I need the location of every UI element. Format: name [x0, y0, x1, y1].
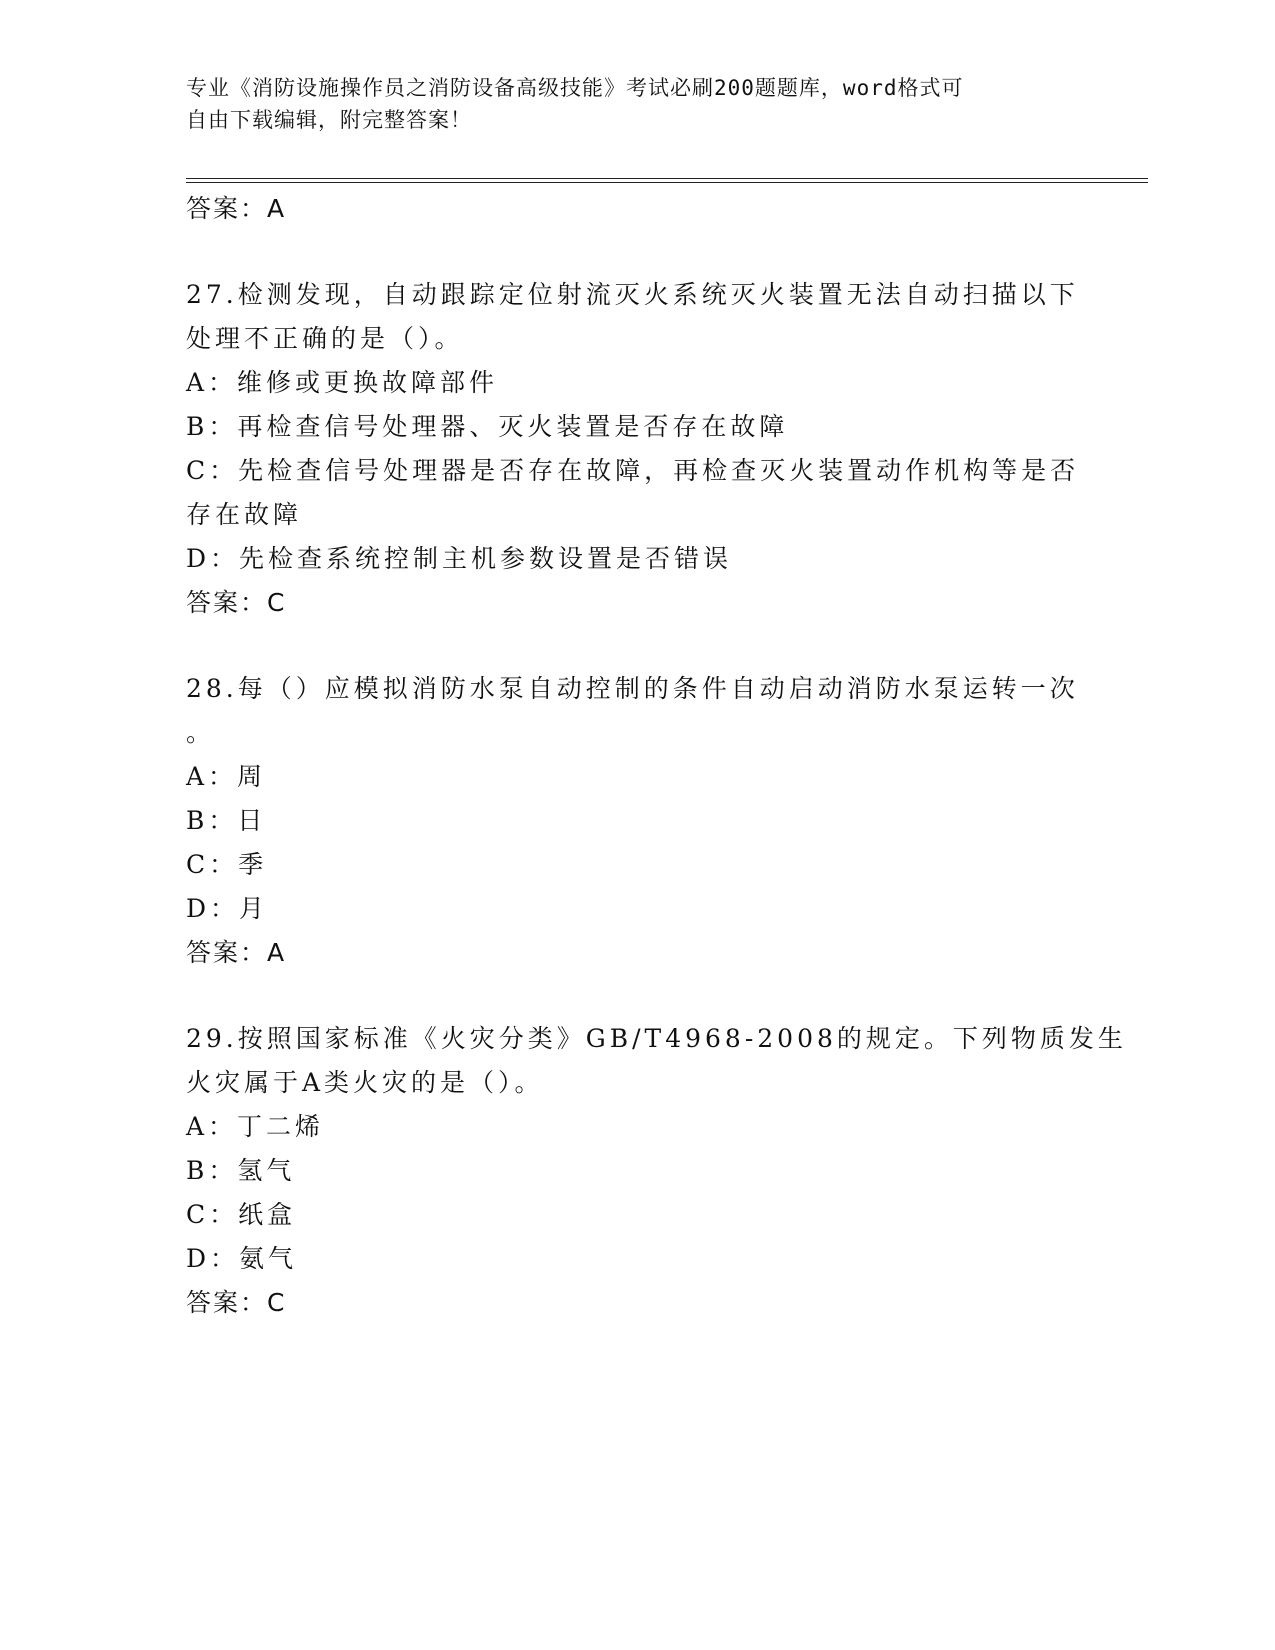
question-28-option-a: A：周 — [186, 762, 267, 791]
question-27-stem-line-2: 处理不正确的是（）。 — [186, 324, 464, 353]
question-27-answer: 答案：C — [186, 588, 287, 617]
header-rule-top — [186, 178, 1148, 179]
answer-prev: 答案：A — [186, 194, 287, 223]
question-28-stem-line-2: 。 — [186, 718, 216, 747]
question-28-answer: 答案：A — [186, 938, 287, 967]
question-29-stem-line-1: 29.按照国家标准《火灾分类》GB/T4968-2008的规定。下列物质发生 — [186, 1024, 1127, 1053]
header-line-2: 自由下载编辑，附完整答案！ — [186, 108, 472, 132]
question-27-option-a: A：维修或更换故障部件 — [186, 368, 499, 397]
header-line-1: 专业《消防设施操作员之消防设备高级技能》考试必刷200题题库，word格式可 — [186, 76, 964, 100]
question-28-option-b: B：日 — [186, 806, 267, 835]
question-29-option-d: D：氨气 — [186, 1244, 298, 1273]
question-29-option-c: C：纸盒 — [186, 1200, 297, 1229]
question-28-option-c: C：季 — [186, 850, 268, 879]
document-header — [186, 72, 1086, 136]
question-27-option-d: D：先检查系统控制主机参数设置是否错误 — [186, 544, 733, 573]
question-28-stem-line-1: 28.每（）应模拟消防水泵自动控制的条件自动启动消防水泵运转一次 — [186, 674, 1079, 703]
question-29-option-b: B：氢气 — [186, 1156, 296, 1185]
question-27-option-c-line-1: C：先检查信号处理器是否存在故障，再检查灭火装置动作机构等是否 — [186, 456, 1080, 485]
question-27-stem-line-1: 27.检测发现，自动跟踪定位射流灭火系统灭火装置无法自动扫描以下 — [186, 280, 1079, 309]
question-28-option-d: D：月 — [186, 894, 269, 923]
question-29-answer: 答案：C — [186, 1288, 287, 1317]
question-29-option-a: A：丁二烯 — [186, 1112, 325, 1141]
question-29-stem-line-2: 火灾属于A类火灾的是（）。 — [186, 1068, 544, 1097]
question-27-option-c-line-2: 存在故障 — [186, 500, 303, 529]
header-rule-bottom — [186, 182, 1148, 183]
question-27-option-b: B：再检查信号处理器、灭火装置是否存在故障 — [186, 412, 789, 441]
